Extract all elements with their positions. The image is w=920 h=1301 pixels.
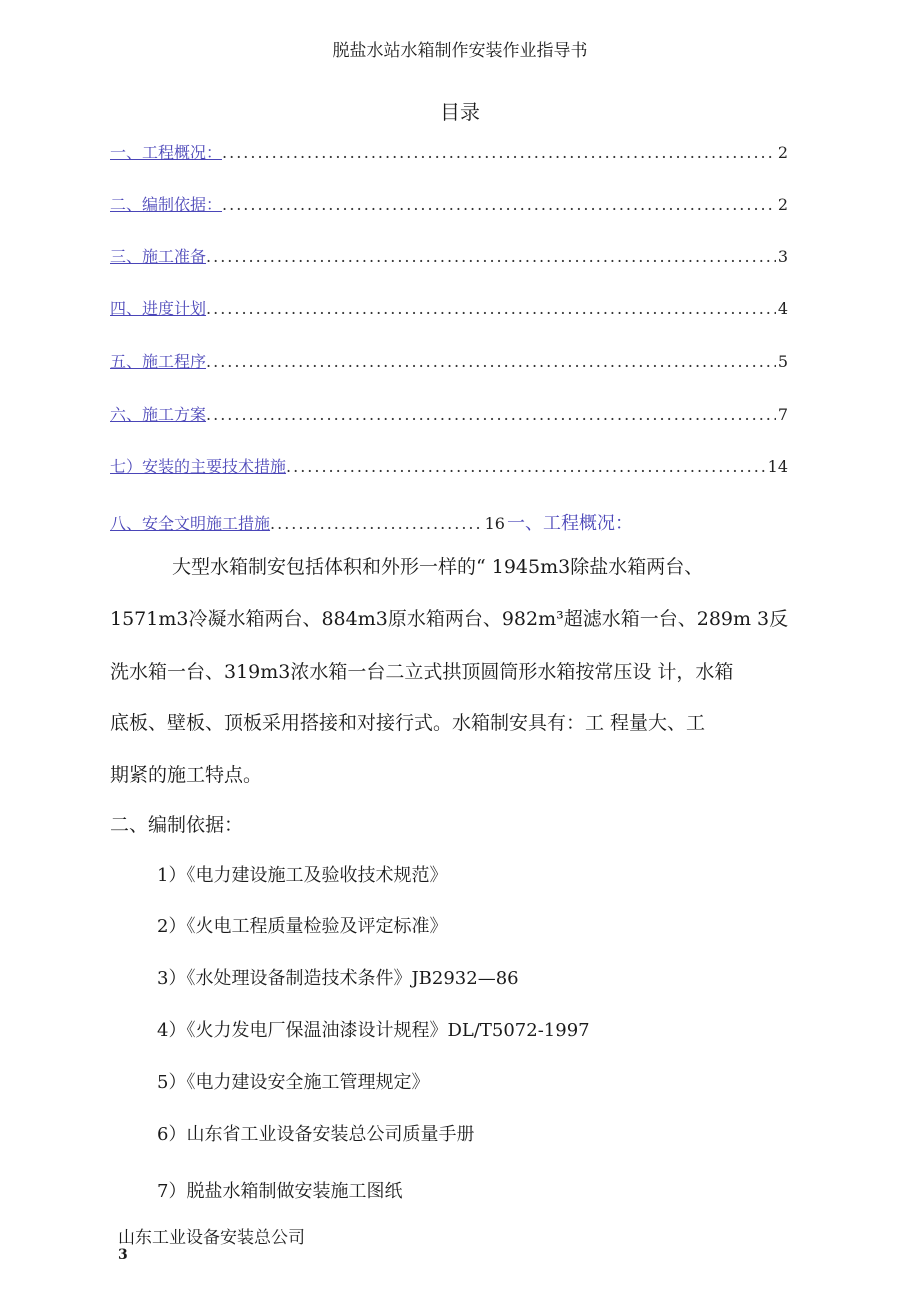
toc-entry-page: 2 — [777, 143, 788, 162]
toc-entry-page: 7 — [777, 405, 788, 424]
toc-entry-last[interactable] — [110, 509, 633, 535]
toc-leader-dots — [206, 405, 776, 424]
paragraph-line: 1571m3冷凝水箱两台、884m3原水箱两台、982m³超滤水箱一台、289m 3反 — [110, 608, 789, 630]
list-item: 7）脱盐水箱制做安装施工图纸 — [157, 1181, 403, 1202]
toc-entry-label[interactable]: 三、施工准备 — [110, 247, 207, 266]
toc-entry-page: 5 — [777, 352, 788, 371]
toc-entry-label[interactable]: 一、工程概况： — [110, 143, 223, 162]
paragraph-line: 底板、壁板、顶板采用搭接和对接行式。水箱制安具有：工 程量大、工 — [110, 712, 706, 734]
section-heading-overview: 一、工程概况： — [506, 513, 633, 534]
toc-entry-page: 16 — [484, 514, 505, 533]
page-number: 3 — [118, 1247, 128, 1263]
toc-entry-label[interactable]: 七）安装的主要技术措施 — [110, 457, 287, 476]
toc-title: 目录 — [440, 100, 480, 124]
toc-entry-page: 4 — [777, 299, 788, 318]
toc-entry-label[interactable]: 八、安全文明施工措施 — [110, 514, 271, 533]
list-item: 4）《火力发电厂保温油漆设计规程》DL/T5072-1997 — [157, 1020, 590, 1041]
toc-entry[interactable] — [110, 244, 788, 268]
toc-entry-label[interactable]: 四、进度计划 — [110, 299, 207, 318]
toc-entry-label[interactable]: 六、施工方案 — [110, 405, 207, 424]
toc-entry-page: 3 — [777, 247, 788, 266]
toc-entry[interactable] — [110, 296, 788, 320]
toc-leader-dots — [222, 143, 776, 162]
toc-entry[interactable] — [110, 349, 788, 373]
paragraph-line: 洗水箱一台、319m3浓水箱一台二立式拱顶圆筒形水箱按常压设 计，水箱 — [110, 661, 734, 683]
document-header: 脱盐水站水箱制作安装作业指导书 — [332, 41, 588, 61]
list-item: 1）《电力建设施工及验收技术规范》 — [157, 865, 448, 886]
toc-entry-page: 2 — [777, 195, 788, 214]
toc-entry-label[interactable]: 二、编制依据： — [110, 195, 223, 214]
list-item: 2）《火电工程质量检验及评定标准》 — [157, 916, 448, 937]
toc-entry[interactable] — [110, 192, 788, 216]
section-heading-basis: 二、编制依据： — [110, 814, 244, 836]
footer-company: 山东工业设备安装总公司 — [118, 1228, 305, 1248]
toc-leader-dots — [206, 352, 776, 371]
toc-entry[interactable] — [110, 402, 788, 426]
list-item: 3）《水处理设备制造技术条件》JB2932—86 — [157, 968, 519, 989]
toc-entry[interactable] — [110, 454, 788, 478]
toc-leader-dots — [206, 247, 776, 266]
toc-entry-label[interactable]: 五、施工程序 — [110, 352, 207, 371]
paragraph-line: 大型水箱制安包括体积和外形一样的“ 1945m3除盐水箱两台、 — [172, 556, 704, 578]
toc-leader-dots — [206, 299, 776, 318]
toc-leader-dots — [222, 195, 776, 214]
toc-entry[interactable] — [110, 140, 788, 164]
paragraph-line: 期紧的施工特点。 — [110, 764, 263, 786]
toc-leader-dots: .............................. — [270, 514, 483, 533]
list-item: 6）山东省工业设备安装总公司质量手册 — [157, 1124, 475, 1145]
toc-entry-page: 14 — [767, 457, 788, 476]
list-item: 5）《电力建设安全施工管理规定》 — [157, 1072, 430, 1093]
toc-leader-dots — [286, 457, 766, 476]
